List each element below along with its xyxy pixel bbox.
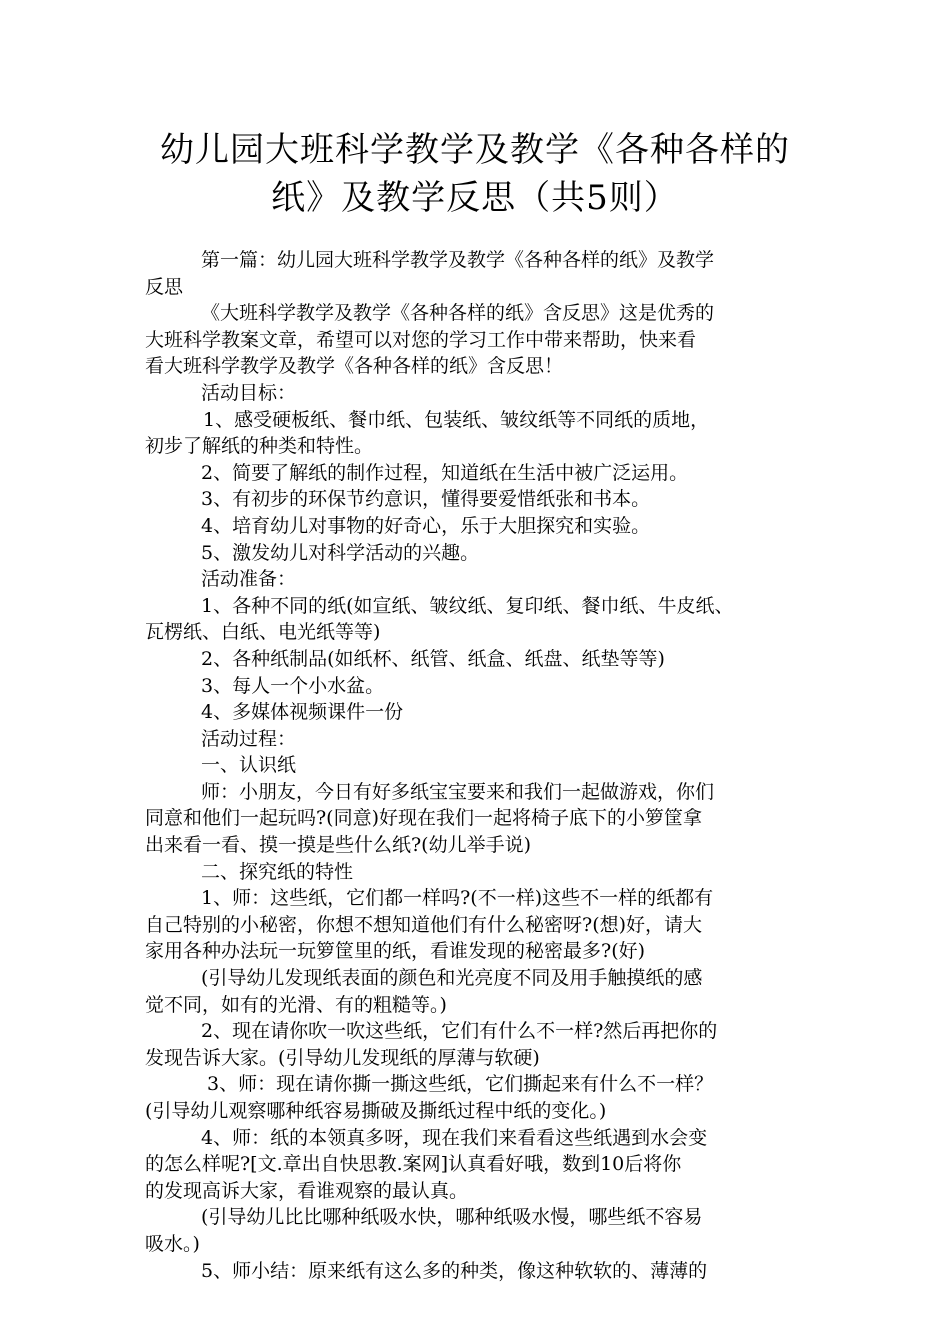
body-line: 5、师小结：原来纸有这么多的种类，像这种软软的、薄薄的 <box>201 1259 708 1282</box>
body-line: 4、培育幼儿对事物的好奇心，乐于大胆探究和实验。 <box>201 514 651 537</box>
section-heading: 二、探究纸的特性 <box>201 860 354 883</box>
body-line: 4、师：纸的本领真多呀，现在我们来看看这些纸遇到水会变 <box>201 1126 708 1149</box>
body-line: 第一篇：幼儿园大班科学教学及教学《各种各样的纸》及教学 <box>201 249 715 271</box>
body-line: 看大班科学教学及教学《各种各样的纸》含反思！ <box>145 355 564 378</box>
body-line: 觉不同，如有的光滑、有的粗糙等。) <box>145 993 447 1016</box>
body-line: 出来看一看、摸一摸是些什么纸?(幼儿举手说) <box>145 834 532 857</box>
body-line: (引导幼儿比比哪种纸吸水快，哪种纸吸水慢，哪些纸不容易 <box>201 1206 703 1229</box>
body-line: 1、感受硬板纸、餐巾纸、包装纸、皱纹纸等不同纸的质地， <box>203 408 710 431</box>
section-heading: 活动目标： <box>201 381 297 404</box>
body-line: 1、师：这些纸，它们都一样吗?(不一样)这些不一样的纸都有 <box>201 887 714 910</box>
body-line: 同意和他们一起玩吗?(同意)好现在我们一起将椅子底下的小箩筐拿 <box>145 807 703 830</box>
body-line: 3、师：现在请你撕一撕这些纸，它们撕起来有什么不一样？ <box>207 1073 714 1096</box>
body-line: 瓦楞纸、白纸、电光纸等等) <box>145 621 381 644</box>
body-line: 2、各种纸制品(如纸杯、纸管、纸盒、纸盘、纸垫等等) <box>201 647 665 670</box>
document-body <box>145 247 825 1284</box>
body-line: 《大班科学教学及教学《各种各样的纸》含反思》这是优秀的 <box>201 302 715 325</box>
body-line: 2、现在请你吹一吹这些纸，它们有什么不一样?然后再把你的 <box>201 1020 718 1043</box>
body-line: 家用各种办法玩一玩箩筐里的纸，看谁发现的秘密最多?(好) <box>145 940 646 963</box>
body-line: 的怎么样呢?[文.章出自快思教.案网]认真看好哦，数到10后将你 <box>145 1153 682 1176</box>
body-line: 大班科学教案文章，希望可以对您的学习工作中带来帮助，快来看 <box>145 328 697 351</box>
body-line: 5、激发幼儿对科学活动的兴趣。 <box>201 541 480 564</box>
body-line: 自己特别的小秘密，你想不想知道他们有什么秘密呀?(想)好，请大 <box>145 913 703 936</box>
body-line: (引导幼儿观察哪种纸容易撕破及撕纸过程中纸的变化。) <box>145 1100 607 1122</box>
body-line: 发现告诉大家。(引导幼儿发现纸的厚薄与软硬) <box>145 1046 540 1069</box>
section-heading: 活动准备： <box>201 568 297 591</box>
body-line: 初步了解纸的种类和特性。 <box>145 435 374 458</box>
section-heading: 活动过程： <box>201 727 297 750</box>
body-line: 的发现高诉大家，看谁观察的最认真。 <box>145 1179 469 1202</box>
body-line: 师：小朋友，今日有好多纸宝宝要来和我们一起做游戏，你们 <box>201 780 715 803</box>
document-title-line-2: 纸》及教学反思（共5则） <box>271 178 679 218</box>
body-line: 3、每人一个小水盆。 <box>201 674 385 697</box>
body-line: 2、简要了解纸的制作过程，知道纸在生活中被广泛运用。 <box>201 461 689 484</box>
body-line: 4、多媒体视频课件一份 <box>201 701 404 724</box>
section-heading: 一、认识纸 <box>201 754 297 777</box>
body-line: 吸水。) <box>145 1232 200 1255</box>
body-line: (引导幼儿发现纸表面的颜色和光亮度不同及用手触摸纸的感 <box>201 967 703 990</box>
body-line: 3、有初步的环保节约意识，懂得要爱惜纸张和书本。 <box>201 488 651 511</box>
document-title-line-1: 幼儿园大班科学教学及教学《各种各样的 <box>160 130 790 170</box>
body-line: 反思 <box>145 275 184 298</box>
body-line: 1、各种不同的纸(如宣纸、皱纹纸、复印纸、餐巾纸、牛皮纸、 <box>201 594 734 617</box>
